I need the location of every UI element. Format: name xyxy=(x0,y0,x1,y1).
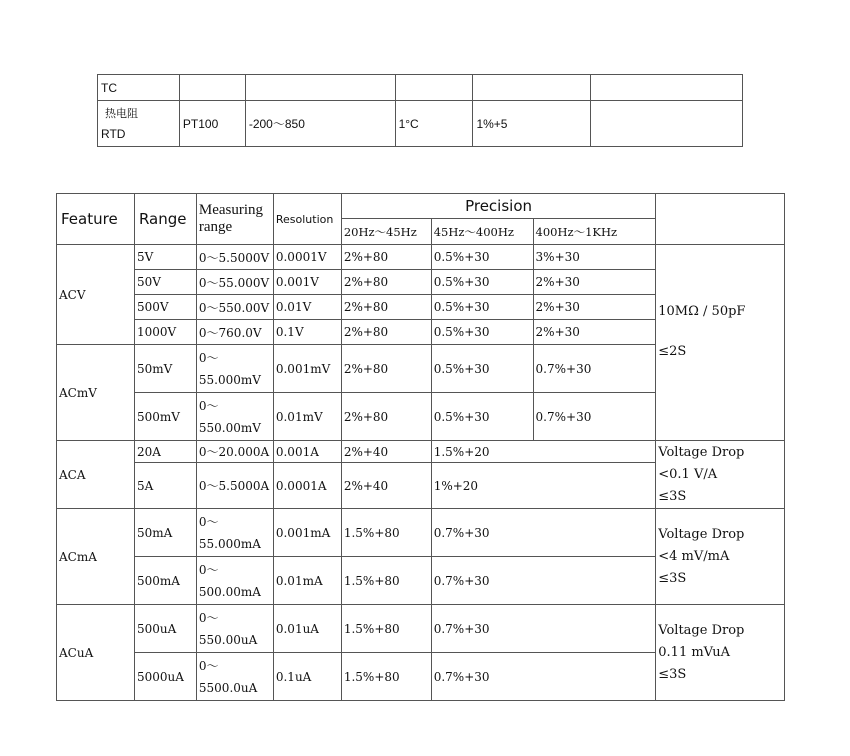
resolution-cell: 0.001A xyxy=(273,441,341,463)
precision-cell: 1.5%+80 xyxy=(341,605,431,653)
resolution-cell: 0.0001A xyxy=(273,463,341,509)
measuring-cell: 0～5.5000V xyxy=(196,245,273,270)
precision-cell: 2%+30 xyxy=(533,295,656,320)
measuring-to: 500.00mA xyxy=(198,584,261,599)
precision-cell: 1%+20 xyxy=(431,463,656,509)
range-cell: 500mV xyxy=(134,393,196,441)
precision-cell xyxy=(473,75,591,101)
resolution-cell: 0.01uA xyxy=(273,605,341,653)
measuring-cell xyxy=(196,653,273,701)
measuring-cell: 0～20.000A xyxy=(196,441,273,463)
measuring-cell: 0～5.5000A xyxy=(196,463,273,509)
precision-cell: 0.7%+30 xyxy=(431,557,656,605)
resolution-cell: 0.01mV xyxy=(273,393,341,441)
range-cell: 50V xyxy=(134,270,196,295)
resolution-cell: 0.001mV xyxy=(273,345,341,393)
range-cell: 500V xyxy=(134,295,196,320)
feature-acv: ACV xyxy=(57,245,135,345)
note-line: 0.11 mVuA xyxy=(658,644,730,660)
resolution-cell: 0.01V xyxy=(273,295,341,320)
note-acua xyxy=(656,605,785,701)
note-line: Voltage Drop xyxy=(658,622,745,638)
measuring-cell xyxy=(196,393,273,441)
header-measuring-range xyxy=(196,194,273,245)
table-row-rtd xyxy=(98,101,743,147)
precision-cell: 0.5%+30 xyxy=(431,295,533,320)
resolution-cell: 1°C xyxy=(395,101,473,147)
precision-cell: 0.7%+30 xyxy=(533,345,656,393)
precision-cell: 2%+80 xyxy=(341,393,431,441)
resolution-cell: 0.001V xyxy=(273,270,341,295)
ac-spec-table xyxy=(56,193,785,701)
measuring-cell: 0～55.000V xyxy=(196,270,273,295)
header-freq-400-1k: 400Hz～1KHz xyxy=(533,219,656,245)
precision-cell: 0.5%+30 xyxy=(431,345,533,393)
range-cell: 1000V xyxy=(134,320,196,345)
note-line: <4 mV/mA xyxy=(658,548,730,564)
header-measuring-line2: range xyxy=(198,219,233,235)
note-line: Voltage Drop xyxy=(658,526,745,542)
header-freq-20-45: 20Hz～45Hz xyxy=(341,219,431,245)
resolution-cell: 0.0001V xyxy=(273,245,341,270)
header-freq-45-400: 45Hz～400Hz xyxy=(431,219,533,245)
note-line: ≤2S xyxy=(658,343,687,359)
measuring-cell: 0～760.0V xyxy=(196,320,273,345)
precision-cell: 0.7%+30 xyxy=(533,393,656,441)
range-cell: 500mA xyxy=(134,557,196,605)
range-cell xyxy=(179,75,245,101)
precision-cell: 1.5%+80 xyxy=(341,653,431,701)
precision-cell: 3%+30 xyxy=(533,245,656,270)
measuring-from: 0～ xyxy=(198,398,219,413)
note-line: 10MΩ / 50pF xyxy=(658,303,746,319)
range-cell: 5000uA xyxy=(134,653,196,701)
resolution-cell: 0.001mA xyxy=(273,509,341,557)
measuring-from: 0～ xyxy=(198,350,219,365)
note-line: ≤3S xyxy=(658,488,687,504)
range-cell: 500uA xyxy=(134,605,196,653)
precision-cell: 2%+30 xyxy=(533,320,656,345)
measuring-to: 550.00uA xyxy=(198,632,258,647)
feature-label: RTD xyxy=(101,126,126,141)
resolution-cell xyxy=(395,75,473,101)
note-acma xyxy=(656,509,785,605)
header-precision: Precision xyxy=(341,194,655,219)
measuring-from: 0～ xyxy=(198,562,219,577)
measuring-cell: 0～550.00V xyxy=(196,295,273,320)
precision-cell: 2%+80 xyxy=(341,270,431,295)
precision-cell: 1%+5 xyxy=(473,101,591,147)
resolution-cell: 0.1uA xyxy=(273,653,341,701)
measuring-to: 550.00mV xyxy=(198,420,261,435)
feature-cell xyxy=(98,101,180,147)
table-row xyxy=(57,509,785,557)
measuring-to: 55.000mV xyxy=(198,372,261,387)
precision-cell: 0.5%+30 xyxy=(431,270,533,295)
header-blank xyxy=(656,194,785,245)
header-measuring-line1: Measuring xyxy=(198,202,264,218)
precision-cell: 0.5%+30 xyxy=(431,393,533,441)
resolution-cell: 0.01mA xyxy=(273,557,341,605)
precision-cell: 2%+40 xyxy=(341,463,431,509)
range-cell: 20A xyxy=(134,441,196,463)
precision-cell: 0.7%+30 xyxy=(431,653,656,701)
note-aca xyxy=(656,441,785,509)
range-cell: PT100 xyxy=(179,101,245,147)
measuring-to: 5500.0uA xyxy=(198,680,258,695)
precision-cell: 1.5%+20 xyxy=(431,441,656,463)
precision-cell: 1.5%+80 xyxy=(341,509,431,557)
table-row xyxy=(57,605,785,653)
note-line: Voltage Drop xyxy=(658,444,745,460)
feature-acma: ACmA xyxy=(57,509,135,605)
precision-cell: 1.5%+80 xyxy=(341,557,431,605)
measuring-cell xyxy=(196,557,273,605)
note-line: ≤3S xyxy=(658,570,687,586)
note-line: ≤3S xyxy=(658,666,687,682)
table-row xyxy=(57,441,785,463)
measuring-to: 55.000mA xyxy=(198,536,261,551)
precision-cell: 0.5%+30 xyxy=(431,245,533,270)
precision-cell: 2%+80 xyxy=(341,320,431,345)
extra-cell xyxy=(591,75,743,101)
range-cell: 50mA xyxy=(134,509,196,557)
measuring-cell xyxy=(196,345,273,393)
resolution-cell: 0.1V xyxy=(273,320,341,345)
feature-cell: TC xyxy=(98,75,180,101)
precision-cell: 0.5%+30 xyxy=(431,320,533,345)
measuring-from: 0～ xyxy=(198,610,219,625)
measuring-from: 0～ xyxy=(198,514,219,529)
measuring-cell xyxy=(196,509,273,557)
range-cell: 50mV xyxy=(134,345,196,393)
precision-cell: 0.7%+30 xyxy=(431,509,656,557)
measuring-cell xyxy=(196,605,273,653)
feature-acmv: ACmV xyxy=(57,345,135,441)
precision-cell: 2%+80 xyxy=(341,345,431,393)
measuring-cell: -200～850 xyxy=(245,101,395,147)
table-row-tc xyxy=(98,75,743,101)
note-acv xyxy=(656,245,785,441)
measuring-from: 0～ xyxy=(198,658,219,673)
precision-cell: 2%+80 xyxy=(341,245,431,270)
extra-cell xyxy=(591,101,743,147)
header-feature: Feature xyxy=(57,194,135,245)
precision-cell: 2%+30 xyxy=(533,270,656,295)
range-cell: 5A xyxy=(134,463,196,509)
feature-aca: ACA xyxy=(57,441,135,509)
top-spec-table xyxy=(97,74,743,147)
precision-cell: 0.7%+30 xyxy=(431,605,656,653)
feature-acua: ACuA xyxy=(57,605,135,701)
header-resolution: Resolution xyxy=(273,194,341,245)
feature-cn-label: 热电阻 xyxy=(105,106,138,120)
precision-cell: 2%+80 xyxy=(341,295,431,320)
note-line: <0.1 V/A xyxy=(658,466,718,482)
precision-cell: 2%+40 xyxy=(341,441,431,463)
header-row xyxy=(57,194,785,219)
range-cell: 5V xyxy=(134,245,196,270)
measuring-cell xyxy=(245,75,395,101)
header-range: Range xyxy=(134,194,196,245)
table-row xyxy=(57,245,785,270)
